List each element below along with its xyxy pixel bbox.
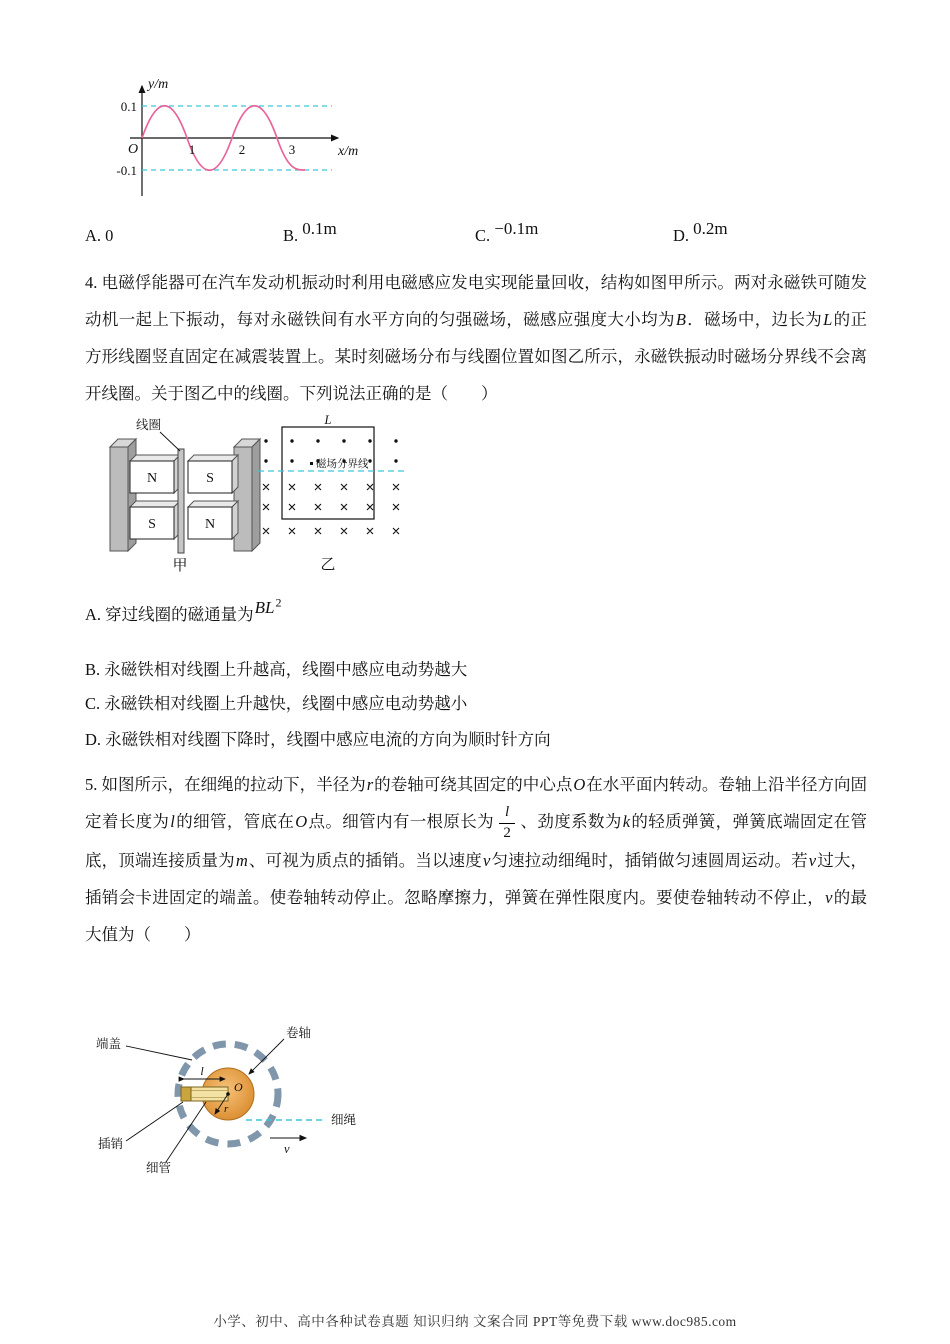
wave-xlabel: x/m <box>338 144 359 159</box>
magnet-bottom-right <box>188 501 238 539</box>
q4-option-b: B. 永磁铁相对线圈上升越高，线圈中感应电动势越大 <box>85 660 468 679</box>
coil-label: 线圈 <box>136 418 162 432</box>
wave-ytick-top: 0.1 <box>120 99 137 114</box>
end-cap-leader <box>126 1046 192 1060</box>
q4-option-d: D. 永磁铁相对线圈下降时，线圈中感应电流的方向为顺时针方向 <box>85 730 551 749</box>
magnet-top-right <box>188 455 238 493</box>
figure-spool <box>88 1022 388 1177</box>
pin-leader <box>126 1102 183 1141</box>
field-boundary-label: 磁场分界线 <box>316 459 369 470</box>
q3-option-a: A. 0 <box>85 226 114 245</box>
magnet-label-n1: N <box>146 471 158 486</box>
wave-axes <box>130 86 338 196</box>
footer-link[interactable]: www.doc985.com <box>631 1314 737 1329</box>
magnet-label-s1: S <box>206 471 214 486</box>
pin-label: 插销 <box>98 1137 124 1151</box>
wave-xtick-1: 1 <box>188 142 196 157</box>
tube-label: 细管 <box>146 1161 172 1175</box>
wave-ytick-bottom: -0.1 <box>116 163 137 178</box>
q3-option-d: D. 0.2m <box>673 219 728 245</box>
magnet-label-s2: S <box>148 517 156 532</box>
page-footer <box>0 1310 950 1330</box>
velocity-label: v <box>284 1142 290 1156</box>
magnet-label-n2: N <box>204 517 216 532</box>
wave-origin-label: O <box>128 142 139 157</box>
coil-square <box>282 427 374 519</box>
coil-leader-line <box>160 432 180 451</box>
q4-option-a: A. 穿过线圈的磁通量为$BL^2$ <box>85 595 282 624</box>
pin <box>181 1087 191 1101</box>
radius-label: r <box>224 1103 229 1115</box>
length-label: l <box>200 1064 204 1078</box>
magnet-bottom-left <box>130 501 180 539</box>
footer-text: 小学、初中、高中各种试卷真题 知识归纳 文案合同 PPT等免费下载 <box>213 1314 628 1329</box>
figure-jia-caption: 甲 <box>172 558 188 573</box>
wave-ylabel: y/m <box>148 77 169 92</box>
wave-xtick-3: 3 <box>288 142 296 157</box>
q3-option-b: B. 0.1m <box>283 219 337 245</box>
figure-yi-field-coil <box>252 413 412 573</box>
wave-figure <box>92 70 372 210</box>
figure-jia-magnet-assembly <box>100 415 275 573</box>
spool-leader <box>249 1039 284 1074</box>
magnet-top-left <box>130 455 180 493</box>
coil-side-length-label: L <box>324 413 332 427</box>
center-label: O <box>234 1080 243 1094</box>
tube <box>181 1087 228 1101</box>
wave-xtick-2: 2 <box>238 142 246 157</box>
boundary-marker <box>310 462 313 465</box>
q3-option-c: C. −0.1m <box>475 219 539 245</box>
coil-bar <box>178 449 184 553</box>
end-cap-label: 端盖 <box>96 1037 122 1051</box>
q4-option-c: C. 永磁铁相对线圈上升越快，线圈中感应电动势越小 <box>85 694 468 713</box>
field-crosses-into-page <box>263 484 399 534</box>
spool-label: 卷轴 <box>286 1026 312 1040</box>
figure-yi-caption: 乙 <box>320 557 336 573</box>
question-5-stem: 5. 如图所示，在细绳的拉动下，半径为r的卷轴可绕其固定的中心点O在水平面内转动。卷轴上沿半径方向固定着长度为l的细管，管底在O点。细管内有一根原长为 $\frac{l}{2}$ 、劲度系数为k的轻质弹簧，弹簧底端固定在管底，顶端连接质量为m、可视为质点的插销。当以速度v匀速拉动细绳时，插销做匀速圆周运动。若v过大，插销会卡进固定的端盖。使卷轴转动停止。忽略摩擦力，弹簧在弹性限度内。要使卷轴转动不停止，v的最大值为（ ） <box>85 775 868 944</box>
question-4-stem: 4. 电磁俘能器可在汽车发动机振动时利用电磁感应发电实现能量回收，结构如图甲所示。两对永磁铁可随发动机一起上下振动，每对永磁铁间有水平方向的匀强磁场，磁感应强度大小均为B．磁场中，边长为L的正方形线圈竖直固定在减震装置上。某时刻磁场分布与线圈位置如图乙所示，永磁铁振动时磁场分界线不会离开线圈。关于图乙中的线圈。下列说法正确的是（ ） <box>85 273 868 403</box>
rope-label: 细绳 <box>331 1113 357 1127</box>
